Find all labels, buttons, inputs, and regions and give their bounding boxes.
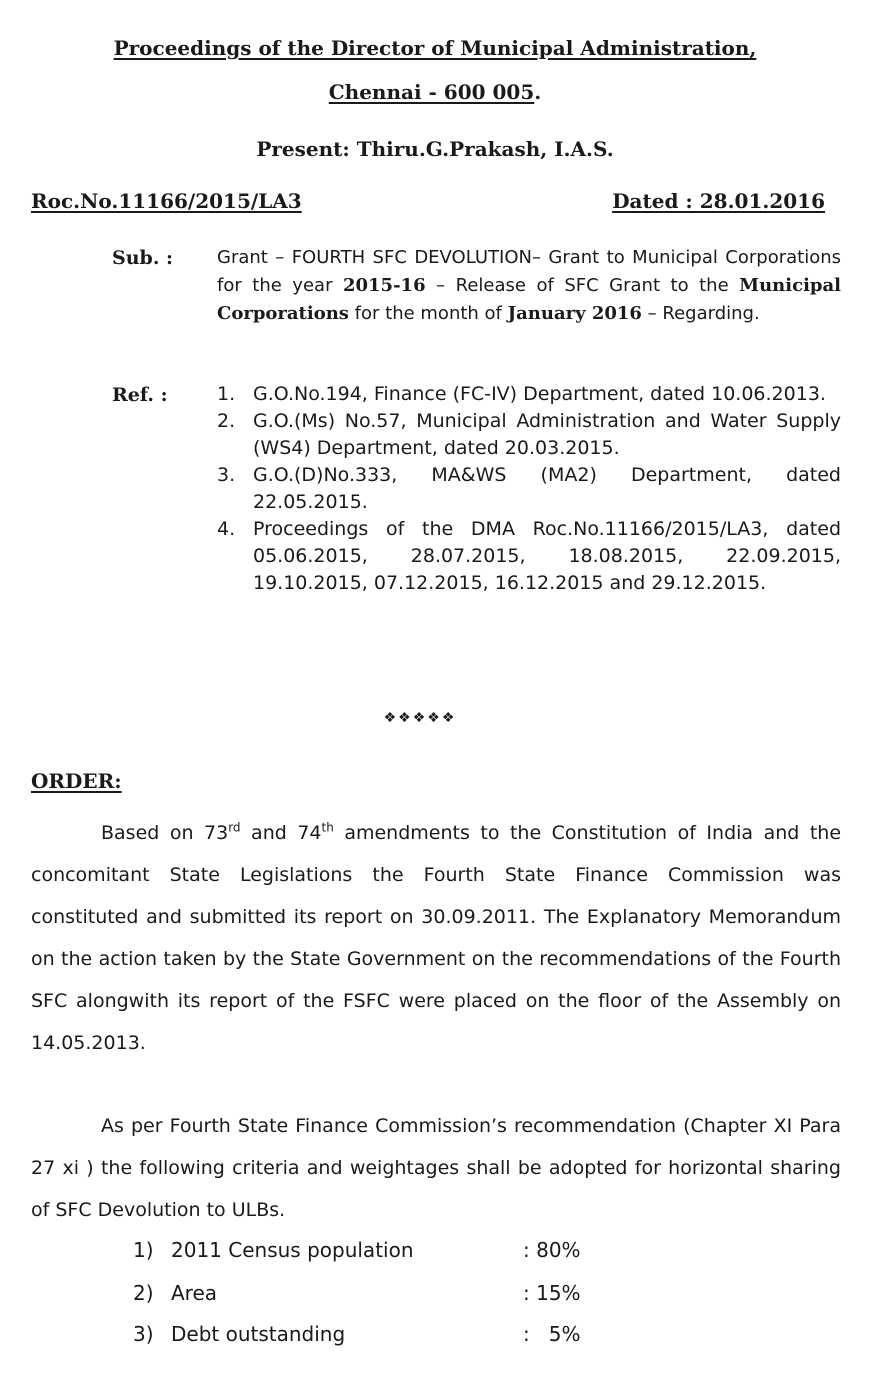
- reference-text: Proceedings of the DMA Roc.No.11166/2015/LA3, dated 05.06.2015, 28.07.2015, 18.08.2015, 22.09.2015, 19.10.2015, 07.12.2015, 16.12.2015 and 29.12.2015.: [253, 518, 841, 594]
- criteria-value: : 80%: [523, 1238, 581, 1262]
- subject-part-1: Grant – FOURTH SFC DEVOLUTION– Grant to Municipal Corporations for the year: [217, 247, 841, 296]
- reference-number: 1.: [217, 383, 236, 405]
- reference-text: G.O.(Ms) No.57, Municipal Administration and Water Supply (WS4) Department, dated 20.03.2015.: [253, 410, 841, 459]
- title-line-2-text: Chennai - 600 005: [328, 80, 535, 104]
- subject-text: [217, 244, 841, 328]
- criteria-label: Area: [171, 1281, 218, 1305]
- criteria-row: [133, 1238, 693, 1262]
- p2-text: As per Fourth State Finance Commission’s recommendation (Chapter XI Para 27 xi ) the following criteria and weightages shall be adopted for horizontal sharing of SFC Devolution to ULBs.: [31, 1115, 841, 1221]
- reference-number: 4.: [217, 518, 236, 540]
- p1-part-b: and 74: [240, 822, 322, 844]
- order-heading: ORDER:: [31, 769, 122, 793]
- reference-number: 2.: [217, 410, 236, 432]
- title-line-1: [60, 36, 810, 60]
- criteria-row: [133, 1322, 693, 1346]
- criteria-number: 1): [133, 1238, 154, 1262]
- reference-text: G.O.(D)No.333, MA&WS (MA2) Department, dated 22.05.2015.: [253, 464, 841, 513]
- reference-text: G.O.No.194, Finance (FC-IV) Department, dated 10.06.2013.: [253, 383, 826, 405]
- subject-label: Sub. :: [112, 247, 174, 269]
- dated: Dated : 28.01.2016: [612, 189, 825, 213]
- subject-month: January 2016: [507, 303, 642, 324]
- order-paragraph-1: [31, 812, 841, 1064]
- present-line: Present: Thiru.G.Prakash, I.A.S.: [256, 137, 614, 161]
- reference-item: [217, 516, 841, 597]
- p1-part-c: amendments to the Constitution of India and the concomitant State Legislations the Fourth State Finance Commission was constituted and submitted its report on 30.09.2011. The Explanatory Memorandum on the action taken by the State Government on the recommendations of the Fourth SFC alongwith its report of the FSFC were placed on the floor of the Assembly on 14.05.2013.: [31, 822, 842, 1054]
- criteria-row: [133, 1281, 693, 1305]
- criteria-label: 2011 Census population: [171, 1238, 414, 1262]
- subject-part-3: for the month of: [348, 303, 508, 324]
- criteria-label: Debt outstanding: [171, 1322, 346, 1346]
- subject-part-2: – Release of SFC Grant to the: [425, 275, 740, 296]
- title-line-2: [60, 80, 810, 104]
- subject-part-4: –: [641, 303, 663, 324]
- p1-sup-th: th: [321, 820, 334, 835]
- reference-item: [217, 408, 841, 462]
- criteria-value: : 5%: [523, 1322, 581, 1346]
- reference-item: [217, 381, 841, 408]
- reference-number: 3.: [217, 464, 236, 486]
- criteria-value: : 15%: [523, 1281, 581, 1305]
- subject-year: 2015-16: [342, 275, 426, 296]
- title-line-1-text: Proceedings of the Director of Municipal Administration,: [113, 36, 757, 60]
- subject-part-5: Regarding.: [662, 303, 760, 324]
- criteria-number: 3): [133, 1322, 154, 1346]
- subject-corporations: Municipal Corporations: [217, 275, 841, 324]
- order-paragraph-2: [31, 1105, 841, 1231]
- p1-part-a: Based on 73: [101, 822, 229, 844]
- criteria-number: 2): [133, 1281, 154, 1305]
- separator-ornament: ❖❖❖❖❖: [383, 710, 457, 726]
- reference-item: [217, 462, 841, 516]
- reference-list: [217, 381, 841, 597]
- p1-sup-rd: rd: [228, 820, 241, 835]
- roc-number: Roc.No.11166/2015/LA3: [31, 189, 302, 213]
- reference-label: Ref. :: [112, 384, 168, 406]
- title-line-2-suffix: .: [534, 80, 542, 104]
